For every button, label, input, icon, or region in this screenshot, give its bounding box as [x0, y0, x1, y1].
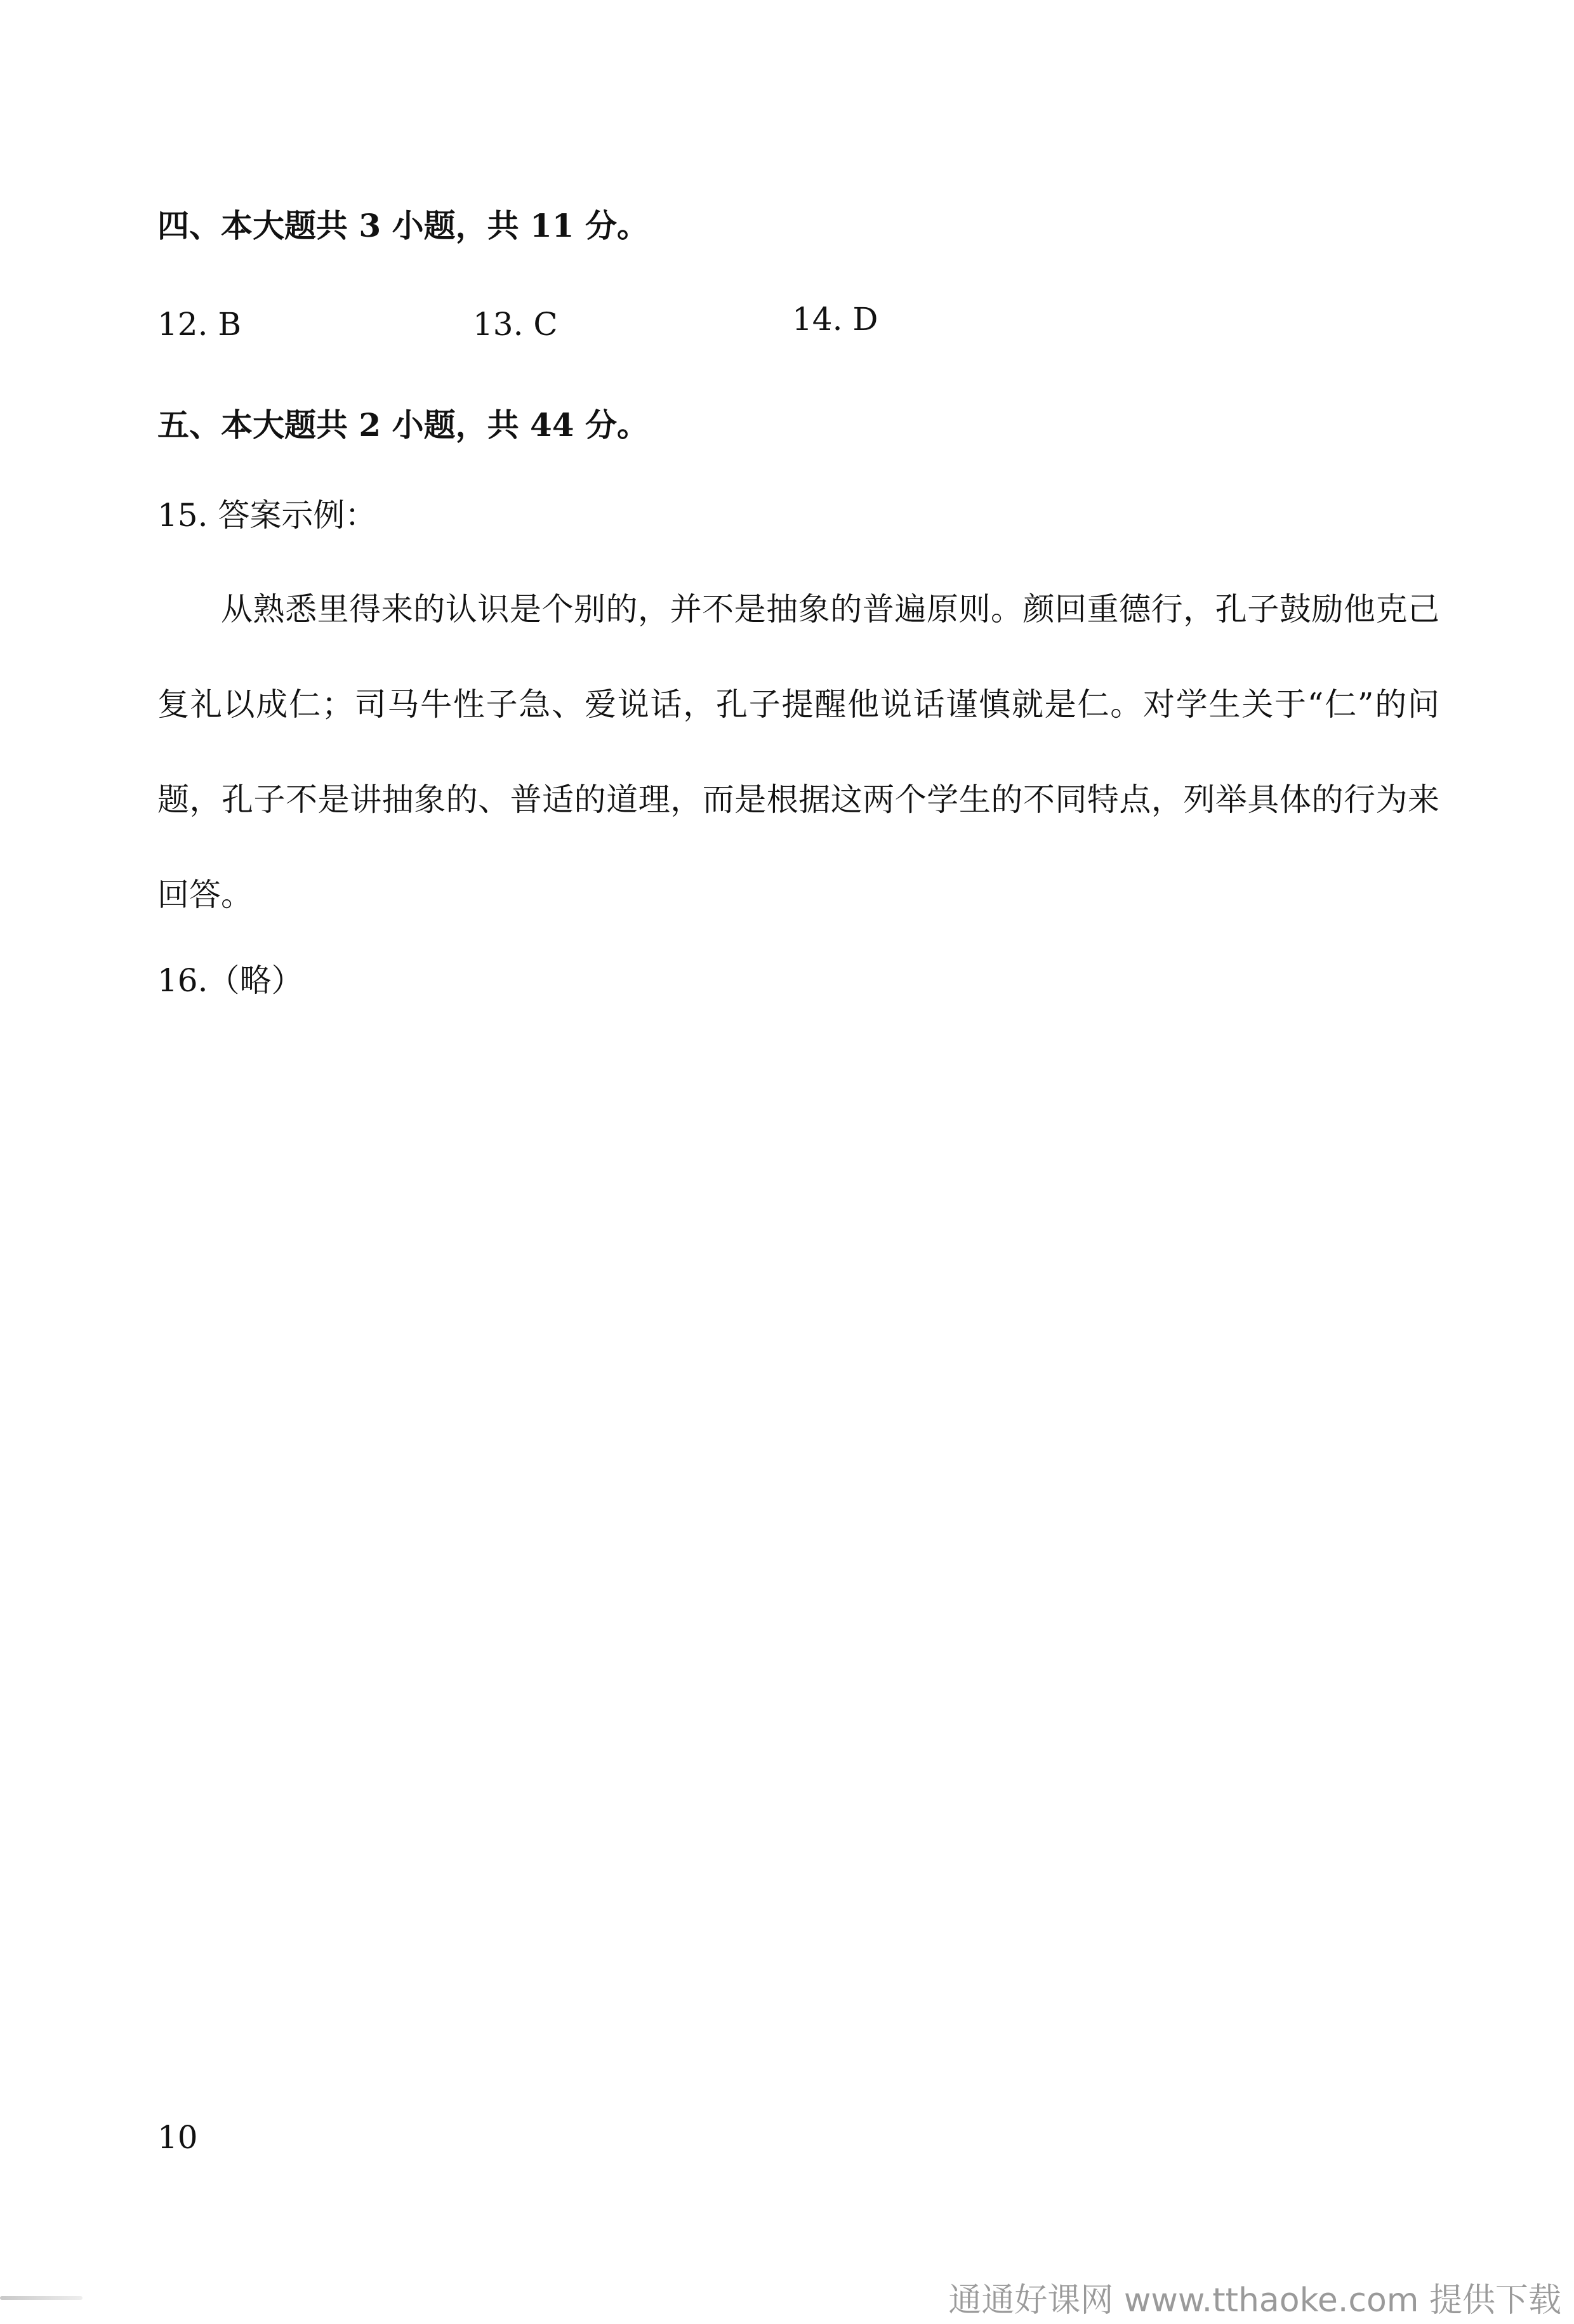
question-15-label: 15. 答案示例：	[157, 497, 377, 534]
answer-14: 14. D	[792, 301, 878, 338]
page-number: 10	[157, 2119, 198, 2156]
question-15-answer: 从熟悉里得来的认识是个别的，并不是抽象的普遍原则。颜回重德行，孔子鼓励他克己复礼以成仁；司马牛性子急、爱说话，孔子提醒他说话谨慎就是仁。对学生关于“仁”的问题，孔子不是讲抽象的、普适的道理，而是根据这两个学生的不同特点，列举具体的行为来回答。	[157, 591, 1439, 913]
answer-12: 12. B	[157, 306, 242, 343]
scan-mark	[0, 2296, 83, 2300]
section-5-heading: 五、本大题共 2 小题，共 44 分。	[157, 406, 649, 444]
answer-13: 13. C	[473, 306, 558, 343]
section-4-heading: 四、本大题共 3 小题，共 11 分。	[157, 207, 649, 244]
watermark-text: 通通好课网 www.tthaoke.com 提供下载	[948, 2281, 1561, 2320]
question-16: 16.（略）	[157, 962, 303, 999]
